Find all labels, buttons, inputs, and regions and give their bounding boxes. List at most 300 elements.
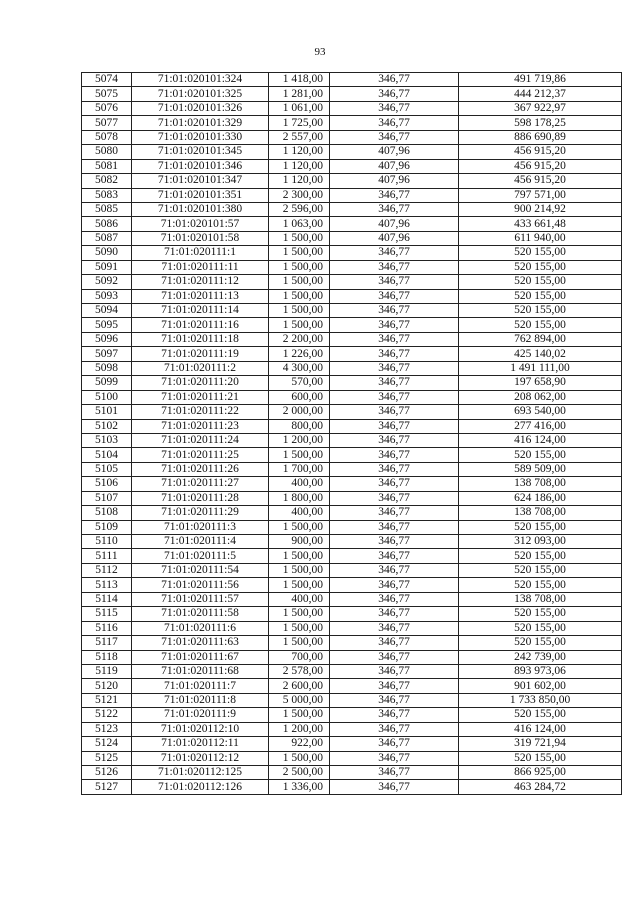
cadastral-number-cell: 71:01:020111:68 bbox=[132, 664, 269, 678]
specific-value-cell: 346,77 bbox=[330, 549, 459, 563]
table-row bbox=[82, 202, 622, 216]
area-cell: 900,00 bbox=[269, 535, 330, 549]
area-cell: 600,00 bbox=[269, 390, 330, 404]
specific-value-cell: 346,77 bbox=[330, 318, 459, 332]
cadastral-number-cell: 71:01:020101:351 bbox=[132, 188, 269, 202]
cadastral-number-cell: 71:01:020111:4 bbox=[132, 535, 269, 549]
cadastral-value-cell: 416 124,00 bbox=[459, 433, 622, 447]
cadastral-value-cell: 367 922,97 bbox=[459, 101, 622, 115]
cadastral-value-cell: 762 894,00 bbox=[459, 332, 622, 346]
table-row bbox=[82, 217, 622, 231]
cadastral-number-cell: 71:01:020111:23 bbox=[132, 419, 269, 433]
cadastral-number-cell: 71:01:020111:11 bbox=[132, 260, 269, 274]
area-cell: 1 500,00 bbox=[269, 578, 330, 592]
table-row bbox=[82, 650, 622, 664]
row-number-cell: 5087 bbox=[82, 231, 132, 245]
cadastral-number-cell: 71:01:020112:11 bbox=[132, 737, 269, 751]
table-row bbox=[82, 289, 622, 303]
cadastral-value-cell: 1 491 111,00 bbox=[459, 361, 622, 375]
cadastral-number-cell: 71:01:020111:7 bbox=[132, 679, 269, 693]
table-row bbox=[82, 174, 622, 188]
area-cell: 1 500,00 bbox=[269, 448, 330, 462]
cadastral-value-cell: 520 155,00 bbox=[459, 260, 622, 274]
specific-value-cell: 346,77 bbox=[330, 780, 459, 794]
cadastral-number-cell: 71:01:020112:10 bbox=[132, 722, 269, 736]
table-row bbox=[82, 304, 622, 318]
row-number-cell: 5075 bbox=[82, 87, 132, 101]
row-number-cell: 5109 bbox=[82, 520, 132, 534]
row-number-cell: 5085 bbox=[82, 202, 132, 216]
cadastral-value-cell: 520 155,00 bbox=[459, 520, 622, 534]
cadastral-number-cell: 71:01:020111:29 bbox=[132, 506, 269, 520]
area-cell: 700,00 bbox=[269, 650, 330, 664]
cadastral-number-cell: 71:01:020112:125 bbox=[132, 766, 269, 780]
cadastral-value-cell: 520 155,00 bbox=[459, 751, 622, 765]
cadastral-number-cell: 71:01:020111:22 bbox=[132, 405, 269, 419]
row-number-cell: 5107 bbox=[82, 491, 132, 505]
cadastral-value-cell: 520 155,00 bbox=[459, 607, 622, 621]
table-row bbox=[82, 751, 622, 765]
cadastral-value-cell: 456 915,20 bbox=[459, 174, 622, 188]
cadastral-value-cell: 693 540,00 bbox=[459, 405, 622, 419]
row-number-cell: 5097 bbox=[82, 347, 132, 361]
area-cell: 2 600,00 bbox=[269, 679, 330, 693]
row-number-cell: 5077 bbox=[82, 116, 132, 130]
row-number-cell: 5082 bbox=[82, 174, 132, 188]
cadastral-value-cell: 138 708,00 bbox=[459, 506, 622, 520]
table-row bbox=[82, 535, 622, 549]
area-cell: 1 120,00 bbox=[269, 174, 330, 188]
specific-value-cell: 346,77 bbox=[330, 304, 459, 318]
table-row bbox=[82, 636, 622, 650]
cadastral-number-cell: 71:01:020111:57 bbox=[132, 592, 269, 606]
specific-value-cell: 346,77 bbox=[330, 535, 459, 549]
specific-value-cell: 346,77 bbox=[330, 708, 459, 722]
cadastral-number-cell: 71:01:020101:380 bbox=[132, 202, 269, 216]
area-cell: 1 061,00 bbox=[269, 101, 330, 115]
table-row bbox=[82, 405, 622, 419]
table-row bbox=[82, 246, 622, 260]
specific-value-cell: 346,77 bbox=[330, 87, 459, 101]
specific-value-cell: 346,77 bbox=[330, 592, 459, 606]
cadastral-value-cell: 520 155,00 bbox=[459, 708, 622, 722]
table-row bbox=[82, 448, 622, 462]
table-row bbox=[82, 231, 622, 245]
area-cell: 1 800,00 bbox=[269, 491, 330, 505]
area-cell: 2 200,00 bbox=[269, 332, 330, 346]
specific-value-cell: 346,77 bbox=[330, 246, 459, 260]
specific-value-cell: 346,77 bbox=[330, 202, 459, 216]
area-cell: 1 226,00 bbox=[269, 347, 330, 361]
area-cell: 1 500,00 bbox=[269, 636, 330, 650]
cadastral-number-cell: 71:01:020101:325 bbox=[132, 87, 269, 101]
row-number-cell: 5104 bbox=[82, 448, 132, 462]
specific-value-cell: 346,77 bbox=[330, 563, 459, 577]
cadastral-value-cell: 433 661,48 bbox=[459, 217, 622, 231]
cadastral-number-cell: 71:01:020111:58 bbox=[132, 607, 269, 621]
area-cell: 4 300,00 bbox=[269, 361, 330, 375]
area-cell: 1 500,00 bbox=[269, 520, 330, 534]
table-row bbox=[82, 477, 622, 491]
table-row bbox=[82, 679, 622, 693]
area-cell: 5 000,00 bbox=[269, 693, 330, 707]
specific-value-cell: 346,77 bbox=[330, 751, 459, 765]
cadastral-value-cell: 491 719,86 bbox=[459, 73, 622, 87]
cadastral-number-cell: 71:01:020111:8 bbox=[132, 693, 269, 707]
cadastral-number-cell: 71:01:020101:326 bbox=[132, 101, 269, 115]
specific-value-cell: 346,77 bbox=[330, 722, 459, 736]
row-number-cell: 5103 bbox=[82, 433, 132, 447]
cadastral-number-cell: 71:01:020111:5 bbox=[132, 549, 269, 563]
area-cell: 1 200,00 bbox=[269, 433, 330, 447]
area-cell: 400,00 bbox=[269, 592, 330, 606]
cadastral-value-cell: 900 214,92 bbox=[459, 202, 622, 216]
cadastral-number-cell: 71:01:020101:58 bbox=[132, 231, 269, 245]
cadastral-value-cell: 901 602,00 bbox=[459, 679, 622, 693]
area-cell: 1 500,00 bbox=[269, 304, 330, 318]
cadastral-number-cell: 71:01:020111:21 bbox=[132, 390, 269, 404]
area-cell: 2 500,00 bbox=[269, 766, 330, 780]
row-number-cell: 5080 bbox=[82, 145, 132, 159]
specific-value-cell: 346,77 bbox=[330, 347, 459, 361]
cadastral-value-cell: 611 940,00 bbox=[459, 231, 622, 245]
area-cell: 2 596,00 bbox=[269, 202, 330, 216]
specific-value-cell: 346,77 bbox=[330, 693, 459, 707]
specific-value-cell: 346,77 bbox=[330, 419, 459, 433]
cadastral-value-cell: 138 708,00 bbox=[459, 477, 622, 491]
cadastral-number-cell: 71:01:020111:54 bbox=[132, 563, 269, 577]
table-row bbox=[82, 159, 622, 173]
area-cell: 1 120,00 bbox=[269, 159, 330, 173]
table-row bbox=[82, 607, 622, 621]
cadastral-value-cell: 866 925,00 bbox=[459, 766, 622, 780]
cadastral-number-cell: 71:01:020111:2 bbox=[132, 361, 269, 375]
table-row bbox=[82, 332, 622, 346]
cadastral-number-cell: 71:01:020111:14 bbox=[132, 304, 269, 318]
row-number-cell: 5076 bbox=[82, 101, 132, 115]
cadastral-number-cell: 71:01:020101:329 bbox=[132, 116, 269, 130]
table-row bbox=[82, 347, 622, 361]
cadastral-value-cell: 456 915,20 bbox=[459, 159, 622, 173]
table-row bbox=[82, 520, 622, 534]
specific-value-cell: 407,96 bbox=[330, 174, 459, 188]
table-row bbox=[82, 87, 622, 101]
table-row bbox=[82, 766, 622, 780]
specific-value-cell: 346,77 bbox=[330, 650, 459, 664]
area-cell: 1 120,00 bbox=[269, 145, 330, 159]
area-cell: 1 500,00 bbox=[269, 275, 330, 289]
cadastral-number-cell: 71:01:020112:126 bbox=[132, 780, 269, 794]
row-number-cell: 5095 bbox=[82, 318, 132, 332]
cadastral-value-table bbox=[81, 72, 622, 795]
table-row bbox=[82, 693, 622, 707]
cadastral-value-cell: 589 509,00 bbox=[459, 462, 622, 476]
row-number-cell: 5101 bbox=[82, 405, 132, 419]
specific-value-cell: 346,77 bbox=[330, 520, 459, 534]
cadastral-number-cell: 71:01:020111:27 bbox=[132, 477, 269, 491]
table-row bbox=[82, 549, 622, 563]
table-row bbox=[82, 73, 622, 87]
cadastral-number-cell: 71:01:020111:63 bbox=[132, 636, 269, 650]
cadastral-value-cell: 520 155,00 bbox=[459, 304, 622, 318]
area-cell: 1 336,00 bbox=[269, 780, 330, 794]
table-row bbox=[82, 506, 622, 520]
table-row bbox=[82, 130, 622, 144]
specific-value-cell: 346,77 bbox=[330, 636, 459, 650]
area-cell: 1 700,00 bbox=[269, 462, 330, 476]
cadastral-value-cell: 138 708,00 bbox=[459, 592, 622, 606]
row-number-cell: 5124 bbox=[82, 737, 132, 751]
cadastral-value-cell: 520 155,00 bbox=[459, 448, 622, 462]
cadastral-value-cell: 1 733 850,00 bbox=[459, 693, 622, 707]
cadastral-value-cell: 425 140,02 bbox=[459, 347, 622, 361]
specific-value-cell: 346,77 bbox=[330, 679, 459, 693]
area-cell: 1 725,00 bbox=[269, 116, 330, 130]
table-row bbox=[82, 621, 622, 635]
cadastral-number-cell: 71:01:020111:28 bbox=[132, 491, 269, 505]
table-row bbox=[82, 101, 622, 115]
row-number-cell: 5114 bbox=[82, 592, 132, 606]
specific-value-cell: 346,77 bbox=[330, 607, 459, 621]
cadastral-value-cell: 520 155,00 bbox=[459, 275, 622, 289]
specific-value-cell: 407,96 bbox=[330, 231, 459, 245]
row-number-cell: 5122 bbox=[82, 708, 132, 722]
row-number-cell: 5078 bbox=[82, 130, 132, 144]
cadastral-number-cell: 71:01:020101:330 bbox=[132, 130, 269, 144]
cadastral-value-cell: 520 155,00 bbox=[459, 636, 622, 650]
cadastral-number-cell: 71:01:020101:347 bbox=[132, 174, 269, 188]
area-cell: 1 500,00 bbox=[269, 621, 330, 635]
row-number-cell: 5091 bbox=[82, 260, 132, 274]
row-number-cell: 5115 bbox=[82, 607, 132, 621]
area-cell: 1 418,00 bbox=[269, 73, 330, 87]
area-cell: 2 557,00 bbox=[269, 130, 330, 144]
table-row bbox=[82, 491, 622, 505]
specific-value-cell: 346,77 bbox=[330, 116, 459, 130]
specific-value-cell: 346,77 bbox=[330, 130, 459, 144]
specific-value-cell: 346,77 bbox=[330, 390, 459, 404]
row-number-cell: 5106 bbox=[82, 477, 132, 491]
row-number-cell: 5120 bbox=[82, 679, 132, 693]
row-number-cell: 5094 bbox=[82, 304, 132, 318]
specific-value-cell: 346,77 bbox=[330, 188, 459, 202]
page-number: 93 bbox=[314, 46, 326, 58]
cadastral-number-cell: 71:01:020112:12 bbox=[132, 751, 269, 765]
row-number-cell: 5119 bbox=[82, 664, 132, 678]
cadastral-value-cell: 520 155,00 bbox=[459, 246, 622, 260]
area-cell: 922,00 bbox=[269, 737, 330, 751]
row-number-cell: 5121 bbox=[82, 693, 132, 707]
cadastral-number-cell: 71:01:020111:67 bbox=[132, 650, 269, 664]
cadastral-value-cell: 463 284,72 bbox=[459, 780, 622, 794]
area-cell: 400,00 bbox=[269, 477, 330, 491]
cadastral-number-cell: 71:01:020111:19 bbox=[132, 347, 269, 361]
specific-value-cell: 346,77 bbox=[330, 361, 459, 375]
row-number-cell: 5125 bbox=[82, 751, 132, 765]
cadastral-number-cell: 71:01:020111:3 bbox=[132, 520, 269, 534]
cadastral-value-cell: 312 093,00 bbox=[459, 535, 622, 549]
table-row bbox=[82, 275, 622, 289]
row-number-cell: 5117 bbox=[82, 636, 132, 650]
cadastral-value-cell: 520 155,00 bbox=[459, 549, 622, 563]
cadastral-number-cell: 71:01:020111:26 bbox=[132, 462, 269, 476]
table-row bbox=[82, 376, 622, 390]
specific-value-cell: 407,96 bbox=[330, 217, 459, 231]
cadastral-value-cell: 197 658,90 bbox=[459, 376, 622, 390]
table-row bbox=[82, 592, 622, 606]
row-number-cell: 5123 bbox=[82, 722, 132, 736]
table-row bbox=[82, 722, 622, 736]
area-cell: 1 500,00 bbox=[269, 318, 330, 332]
area-cell: 1 500,00 bbox=[269, 260, 330, 274]
table-row bbox=[82, 188, 622, 202]
specific-value-cell: 346,77 bbox=[330, 737, 459, 751]
table-row bbox=[82, 462, 622, 476]
cadastral-value-cell: 598 178,25 bbox=[459, 116, 622, 130]
row-number-cell: 5086 bbox=[82, 217, 132, 231]
specific-value-cell: 346,77 bbox=[330, 448, 459, 462]
specific-value-cell: 346,77 bbox=[330, 664, 459, 678]
cadastral-number-cell: 71:01:020111:20 bbox=[132, 376, 269, 390]
cadastral-number-cell: 71:01:020111:25 bbox=[132, 448, 269, 462]
cadastral-value-cell: 520 155,00 bbox=[459, 289, 622, 303]
cadastral-number-cell: 71:01:020111:24 bbox=[132, 433, 269, 447]
cadastral-number-cell: 71:01:020101:324 bbox=[132, 73, 269, 87]
cadastral-number-cell: 71:01:020101:346 bbox=[132, 159, 269, 173]
row-number-cell: 5116 bbox=[82, 621, 132, 635]
area-cell: 1 200,00 bbox=[269, 722, 330, 736]
cadastral-value-cell: 242 739,00 bbox=[459, 650, 622, 664]
table-row bbox=[82, 390, 622, 404]
row-number-cell: 5081 bbox=[82, 159, 132, 173]
specific-value-cell: 346,77 bbox=[330, 766, 459, 780]
cadastral-number-cell: 71:01:020111:6 bbox=[132, 621, 269, 635]
specific-value-cell: 407,96 bbox=[330, 159, 459, 173]
row-number-cell: 5099 bbox=[82, 376, 132, 390]
row-number-cell: 5118 bbox=[82, 650, 132, 664]
area-cell: 2 578,00 bbox=[269, 664, 330, 678]
row-number-cell: 5090 bbox=[82, 246, 132, 260]
area-cell: 1 500,00 bbox=[269, 607, 330, 621]
specific-value-cell: 346,77 bbox=[330, 73, 459, 87]
row-number-cell: 5083 bbox=[82, 188, 132, 202]
row-number-cell: 5098 bbox=[82, 361, 132, 375]
cadastral-number-cell: 71:01:020111:12 bbox=[132, 275, 269, 289]
specific-value-cell: 346,77 bbox=[330, 477, 459, 491]
row-number-cell: 5074 bbox=[82, 73, 132, 87]
cadastral-value-cell: 520 155,00 bbox=[459, 318, 622, 332]
row-number-cell: 5127 bbox=[82, 780, 132, 794]
specific-value-cell: 346,77 bbox=[330, 405, 459, 419]
row-number-cell: 5096 bbox=[82, 332, 132, 346]
cadastral-value-cell: 893 973,06 bbox=[459, 664, 622, 678]
specific-value-cell: 346,77 bbox=[330, 332, 459, 346]
table-row bbox=[82, 780, 622, 794]
row-number-cell: 5092 bbox=[82, 275, 132, 289]
cadastral-number-cell: 71:01:020101:345 bbox=[132, 145, 269, 159]
table-row bbox=[82, 145, 622, 159]
row-number-cell: 5112 bbox=[82, 563, 132, 577]
row-number-cell: 5102 bbox=[82, 419, 132, 433]
specific-value-cell: 346,77 bbox=[330, 101, 459, 115]
table-row bbox=[82, 116, 622, 130]
table-row bbox=[82, 708, 622, 722]
specific-value-cell: 346,77 bbox=[330, 433, 459, 447]
specific-value-cell: 346,77 bbox=[330, 506, 459, 520]
table-row bbox=[82, 433, 622, 447]
cadastral-number-cell: 71:01:020111:1 bbox=[132, 246, 269, 260]
row-number-cell: 5100 bbox=[82, 390, 132, 404]
area-cell: 1 500,00 bbox=[269, 708, 330, 722]
row-number-cell: 5110 bbox=[82, 535, 132, 549]
specific-value-cell: 346,77 bbox=[330, 621, 459, 635]
table-row bbox=[82, 318, 622, 332]
cadastral-value-cell: 797 571,00 bbox=[459, 188, 622, 202]
area-cell: 1 500,00 bbox=[269, 751, 330, 765]
specific-value-cell: 346,77 bbox=[330, 260, 459, 274]
cadastral-value-cell: 520 155,00 bbox=[459, 563, 622, 577]
specific-value-cell: 346,77 bbox=[330, 376, 459, 390]
specific-value-cell: 346,77 bbox=[330, 462, 459, 476]
table-row bbox=[82, 737, 622, 751]
cadastral-number-cell: 71:01:020111:56 bbox=[132, 578, 269, 592]
area-cell: 800,00 bbox=[269, 419, 330, 433]
cadastral-value-cell: 444 212,37 bbox=[459, 87, 622, 101]
specific-value-cell: 346,77 bbox=[330, 578, 459, 592]
table-row bbox=[82, 260, 622, 274]
cadastral-value-cell: 208 062,00 bbox=[459, 390, 622, 404]
cadastral-number-cell: 71:01:020111:13 bbox=[132, 289, 269, 303]
specific-value-cell: 346,77 bbox=[330, 491, 459, 505]
specific-value-cell: 407,96 bbox=[330, 145, 459, 159]
cadastral-value-cell: 886 690,89 bbox=[459, 130, 622, 144]
area-cell: 570,00 bbox=[269, 376, 330, 390]
row-number-cell: 5113 bbox=[82, 578, 132, 592]
row-number-cell: 5093 bbox=[82, 289, 132, 303]
cadastral-number-cell: 71:01:020111:16 bbox=[132, 318, 269, 332]
cadastral-value-cell: 319 721,94 bbox=[459, 737, 622, 751]
cadastral-value-cell: 624 186,00 bbox=[459, 491, 622, 505]
table-row bbox=[82, 361, 622, 375]
area-cell: 1 500,00 bbox=[269, 289, 330, 303]
cadastral-number-cell: 71:01:020111:9 bbox=[132, 708, 269, 722]
area-cell: 1 500,00 bbox=[269, 231, 330, 245]
area-cell: 1 500,00 bbox=[269, 246, 330, 260]
table-row bbox=[82, 664, 622, 678]
cadastral-value-cell: 416 124,00 bbox=[459, 722, 622, 736]
cadastral-value-cell: 277 416,00 bbox=[459, 419, 622, 433]
row-number-cell: 5111 bbox=[82, 549, 132, 563]
cadastral-value-cell: 456 915,20 bbox=[459, 145, 622, 159]
row-number-cell: 5108 bbox=[82, 506, 132, 520]
row-number-cell: 5105 bbox=[82, 462, 132, 476]
table-body bbox=[82, 73, 622, 795]
specific-value-cell: 346,77 bbox=[330, 275, 459, 289]
row-number-cell: 5126 bbox=[82, 766, 132, 780]
cadastral-number-cell: 71:01:020101:57 bbox=[132, 217, 269, 231]
area-cell: 1 063,00 bbox=[269, 217, 330, 231]
area-cell: 1 500,00 bbox=[269, 563, 330, 577]
cadastral-value-cell: 520 155,00 bbox=[459, 621, 622, 635]
cadastral-number-cell: 71:01:020111:18 bbox=[132, 332, 269, 346]
area-cell: 2 000,00 bbox=[269, 405, 330, 419]
table-row bbox=[82, 419, 622, 433]
area-cell: 2 300,00 bbox=[269, 188, 330, 202]
table-row bbox=[82, 563, 622, 577]
area-cell: 400,00 bbox=[269, 506, 330, 520]
area-cell: 1 281,00 bbox=[269, 87, 330, 101]
table-row bbox=[82, 578, 622, 592]
